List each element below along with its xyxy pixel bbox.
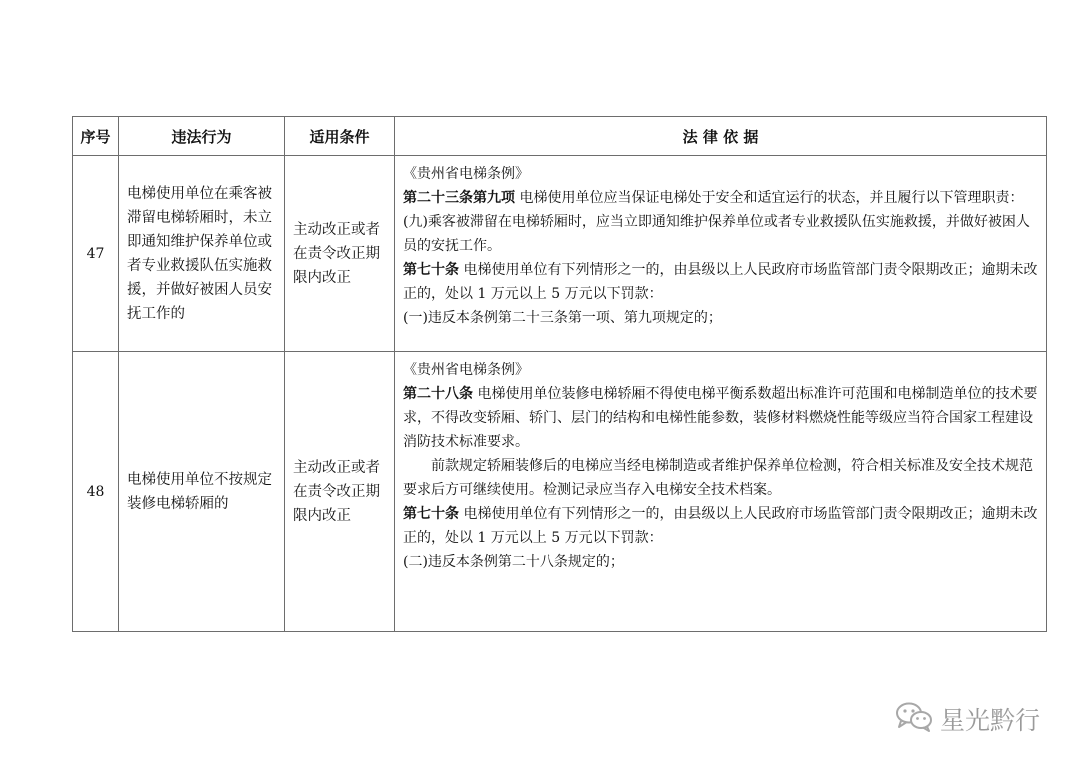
regulation-source: 《贵州省电梯条例》 [403, 166, 529, 182]
article-text: 电梯使用单位有下列情形之一的，由县级以上人民政府市场监管部门责令限期改正；逾期未改正的，处以 1 万元以上 5 万元以下罚款： [403, 262, 1038, 302]
condition-text: 主动改正或者在责令改正期限内改正 [285, 352, 395, 632]
legal-basis [395, 352, 1047, 632]
article-paragraph [403, 258, 1038, 306]
article-paragraph: 前款规定轿厢装修后的电梯应当经电梯制造或者维护保养单位检测，符合相关标准及安全技术规范要求后方可继续使用。检测记录应当存入电梯安全技术档案。 [403, 458, 1033, 498]
watermark-text: 星光黔行 [940, 706, 1041, 735]
wechat-icon [894, 700, 934, 738]
article-text: 电梯使用单位有下列情形之一的，由县级以上人民政府市场监管部门责令限期改正；逾期未改正的，处以 1 万元以上 5 万元以下罚款： [403, 506, 1038, 546]
header-condition: 适用条件 [285, 117, 395, 156]
row-number: 48 [73, 352, 119, 632]
regulation-source: 《贵州省电梯条例》 [403, 362, 529, 378]
article-text: 电梯使用单位装修电梯轿厢不得使电梯平衡系数超出标准许可范围和电梯制造单位的技术要求，不得改变轿厢、轿门、层门的结构和电梯性能参数，装修材料燃烧性能等级应当符合国家工程建设消防技术标准要求。 [403, 386, 1038, 450]
watermark [894, 700, 1040, 738]
article-text: 电梯使用单位应当保证电梯处于安全和适宜运行的状态，并且履行以下管理职责：(九)乘客被滞留在电梯轿厢时，应当立即通知维护保养单位或者专业救援队伍实施救援，并做好被困人员的安抚工作。 [403, 190, 1030, 254]
article-item: (一)违反本条例第二十三条第一项、第九项规定的； [403, 310, 722, 326]
law-table [72, 116, 1047, 632]
legal-basis [395, 156, 1047, 352]
table-header-row [73, 117, 1047, 156]
article-title: 第二十八条 [403, 386, 473, 402]
header-legal-basis: 法 律 依 据 [395, 117, 1047, 156]
article-title: 第七十条 [403, 262, 459, 278]
table-row [73, 352, 1047, 632]
table-row [73, 156, 1047, 352]
violation-text: 电梯使用单位在乘客被滞留电梯轿厢时，未立即通知维护保养单位或者专业救援队伍实施救援，并做好被困人员安抚工作的 [119, 156, 285, 352]
header-violation: 违法行为 [119, 117, 285, 156]
article-title: 第七十条 [403, 506, 459, 522]
article-paragraph [403, 186, 1038, 258]
row-number: 47 [73, 156, 119, 352]
condition-text: 主动改正或者在责令改正期限内改正 [285, 156, 395, 352]
header-number: 序号 [73, 117, 119, 156]
article-paragraph [403, 382, 1038, 454]
violation-text: 电梯使用单位不按规定装修电梯轿厢的 [119, 352, 285, 632]
article-item: (二)违反本条例第二十八条规定的； [403, 554, 624, 570]
article-paragraph [403, 502, 1038, 550]
article-title: 第二十三条第九项 [403, 190, 515, 206]
